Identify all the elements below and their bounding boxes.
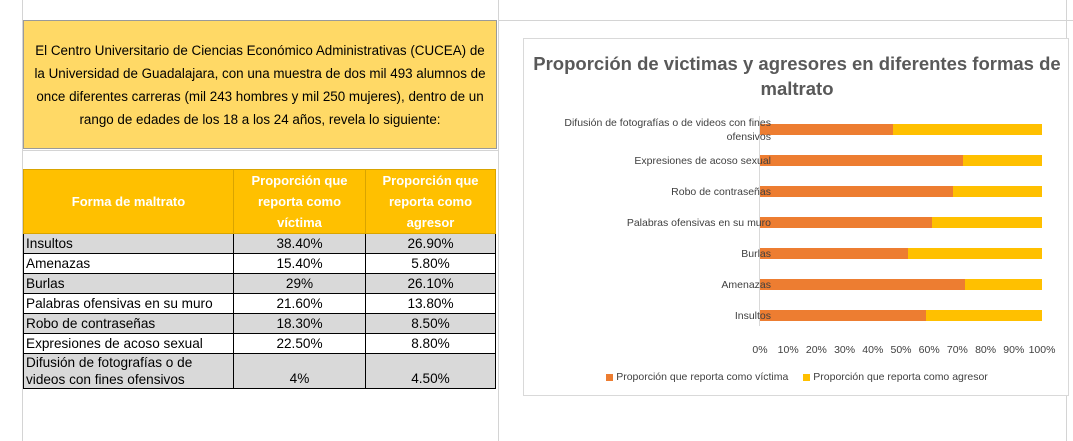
header-forma[interactable]: Forma de maltrato xyxy=(24,170,234,234)
bar-segment-aggressor[interactable] xyxy=(893,124,1042,135)
data-table xyxy=(23,169,496,389)
chart-title: Proporción de victimas y agresores en diferentes formas de maltrato xyxy=(533,53,1061,99)
x-tick-label: 50% xyxy=(890,344,912,356)
cell-victima[interactable]: 29% xyxy=(234,274,366,294)
legend-label: Proporción que reporta como víctima xyxy=(616,371,789,383)
legend-label: Proporción que reporta como agresor xyxy=(813,371,988,383)
category-label: Amenazas xyxy=(721,279,771,291)
intro-cell[interactable] xyxy=(23,20,497,149)
category-label: Burlas xyxy=(741,248,771,260)
table-row xyxy=(24,334,496,354)
x-tick-label: 10% xyxy=(777,344,799,356)
stacked-bar-chart[interactable] xyxy=(523,38,1069,396)
table-row xyxy=(24,234,496,254)
header-victima[interactable]: Proporción que reporta como víctima xyxy=(234,170,366,234)
cell-victima[interactable]: 21.60% xyxy=(234,294,366,314)
category-label: Robo de contraseñas xyxy=(671,186,771,198)
cell-forma[interactable]: Palabras ofensivas en su muro xyxy=(24,294,234,314)
cell-forma[interactable]: Amenazas xyxy=(24,254,234,274)
x-tick-label: 60% xyxy=(918,344,940,356)
legend-item-aggressor xyxy=(803,371,988,383)
bar-segment-victim[interactable] xyxy=(760,217,932,228)
table-header-row xyxy=(24,170,496,234)
table-row xyxy=(24,354,496,389)
bar-segment-aggressor[interactable] xyxy=(953,186,1042,197)
bar-segment-aggressor[interactable] xyxy=(932,217,1042,228)
bar-segment-victim[interactable] xyxy=(760,279,965,290)
x-tick-label: 20% xyxy=(805,344,827,356)
sheet-gridline xyxy=(22,150,498,151)
x-tick-label: 70% xyxy=(946,344,968,356)
x-tick-label: 30% xyxy=(834,344,856,356)
cell-forma[interactable]: Difusión de fotografías o de videos con fines ofensivos xyxy=(24,354,234,389)
cell-agresor[interactable]: 5.80% xyxy=(366,254,496,274)
legend-item-victim xyxy=(606,371,788,383)
cell-victima[interactable]: 4% xyxy=(234,354,366,389)
cell-forma[interactable]: Robo de contraseñas xyxy=(24,314,234,334)
cell-agresor[interactable]: 8.50% xyxy=(366,314,496,334)
bar-segment-aggressor[interactable] xyxy=(963,155,1042,166)
bar-segment-victim[interactable] xyxy=(760,310,926,321)
bar-segment-aggressor[interactable] xyxy=(926,310,1042,321)
cell-victima[interactable]: 15.40% xyxy=(234,254,366,274)
cell-forma[interactable]: Insultos xyxy=(24,234,234,254)
cell-victima[interactable]: 18.30% xyxy=(234,314,366,334)
x-tick-label: 0% xyxy=(752,344,768,356)
cell-forma[interactable]: Expresiones de acoso sexual xyxy=(24,334,234,354)
cell-victima[interactable]: 38.40% xyxy=(234,234,366,254)
bar-segment-aggressor[interactable] xyxy=(908,248,1042,259)
bar-segment-victim[interactable] xyxy=(760,186,953,197)
category-label: Difusión de fotografías o de videos con fines ofensivos xyxy=(564,117,771,143)
cell-agresor[interactable]: 26.10% xyxy=(366,274,496,294)
cell-agresor[interactable]: 8.80% xyxy=(366,334,496,354)
table-row xyxy=(24,254,496,274)
header-agresor[interactable]: Proporción que reporta como agresor xyxy=(366,170,496,234)
chart-legend xyxy=(524,371,1070,383)
cell-agresor[interactable]: 4.50% xyxy=(366,354,496,389)
legend-swatch xyxy=(803,374,810,381)
sheet-gridline xyxy=(498,0,499,441)
x-tick-label: 40% xyxy=(862,344,884,356)
bar-segment-victim[interactable] xyxy=(760,248,908,259)
category-label: Palabras ofensivas en su muro xyxy=(626,217,771,229)
category-label: Insultos xyxy=(734,310,771,322)
x-tick-label: 100% xyxy=(1028,344,1056,356)
table-row xyxy=(24,274,496,294)
cell-agresor[interactable]: 26.90% xyxy=(366,234,496,254)
legend-swatch xyxy=(606,374,613,381)
cell-forma[interactable]: Burlas xyxy=(24,274,234,294)
sheet-gridline xyxy=(498,20,1073,21)
cell-agresor[interactable]: 13.80% xyxy=(366,294,496,314)
x-tick-label: 90% xyxy=(1003,344,1025,356)
bar-segment-aggressor[interactable] xyxy=(965,279,1042,290)
bar-segment-victim[interactable] xyxy=(760,124,893,135)
intro-text: El Centro Universitario de Ciencias Económico Administrativas (CUCEA) de la Universidad de Guadalajara, con una muestra de dos mil 493 alumnos de once diferentes carreras (mil 243 hombres y mil 250 mujeres), dentro de un rango de edades de los 18 a los 24 años, revela lo siguiente: xyxy=(34,42,486,127)
table-row xyxy=(24,294,496,314)
x-tick-label: 80% xyxy=(975,344,997,356)
bar-segment-victim[interactable] xyxy=(760,155,963,166)
table-row xyxy=(24,314,496,334)
category-label: Expresiones de acoso sexual xyxy=(634,155,771,167)
cell-victima[interactable]: 22.50% xyxy=(234,334,366,354)
